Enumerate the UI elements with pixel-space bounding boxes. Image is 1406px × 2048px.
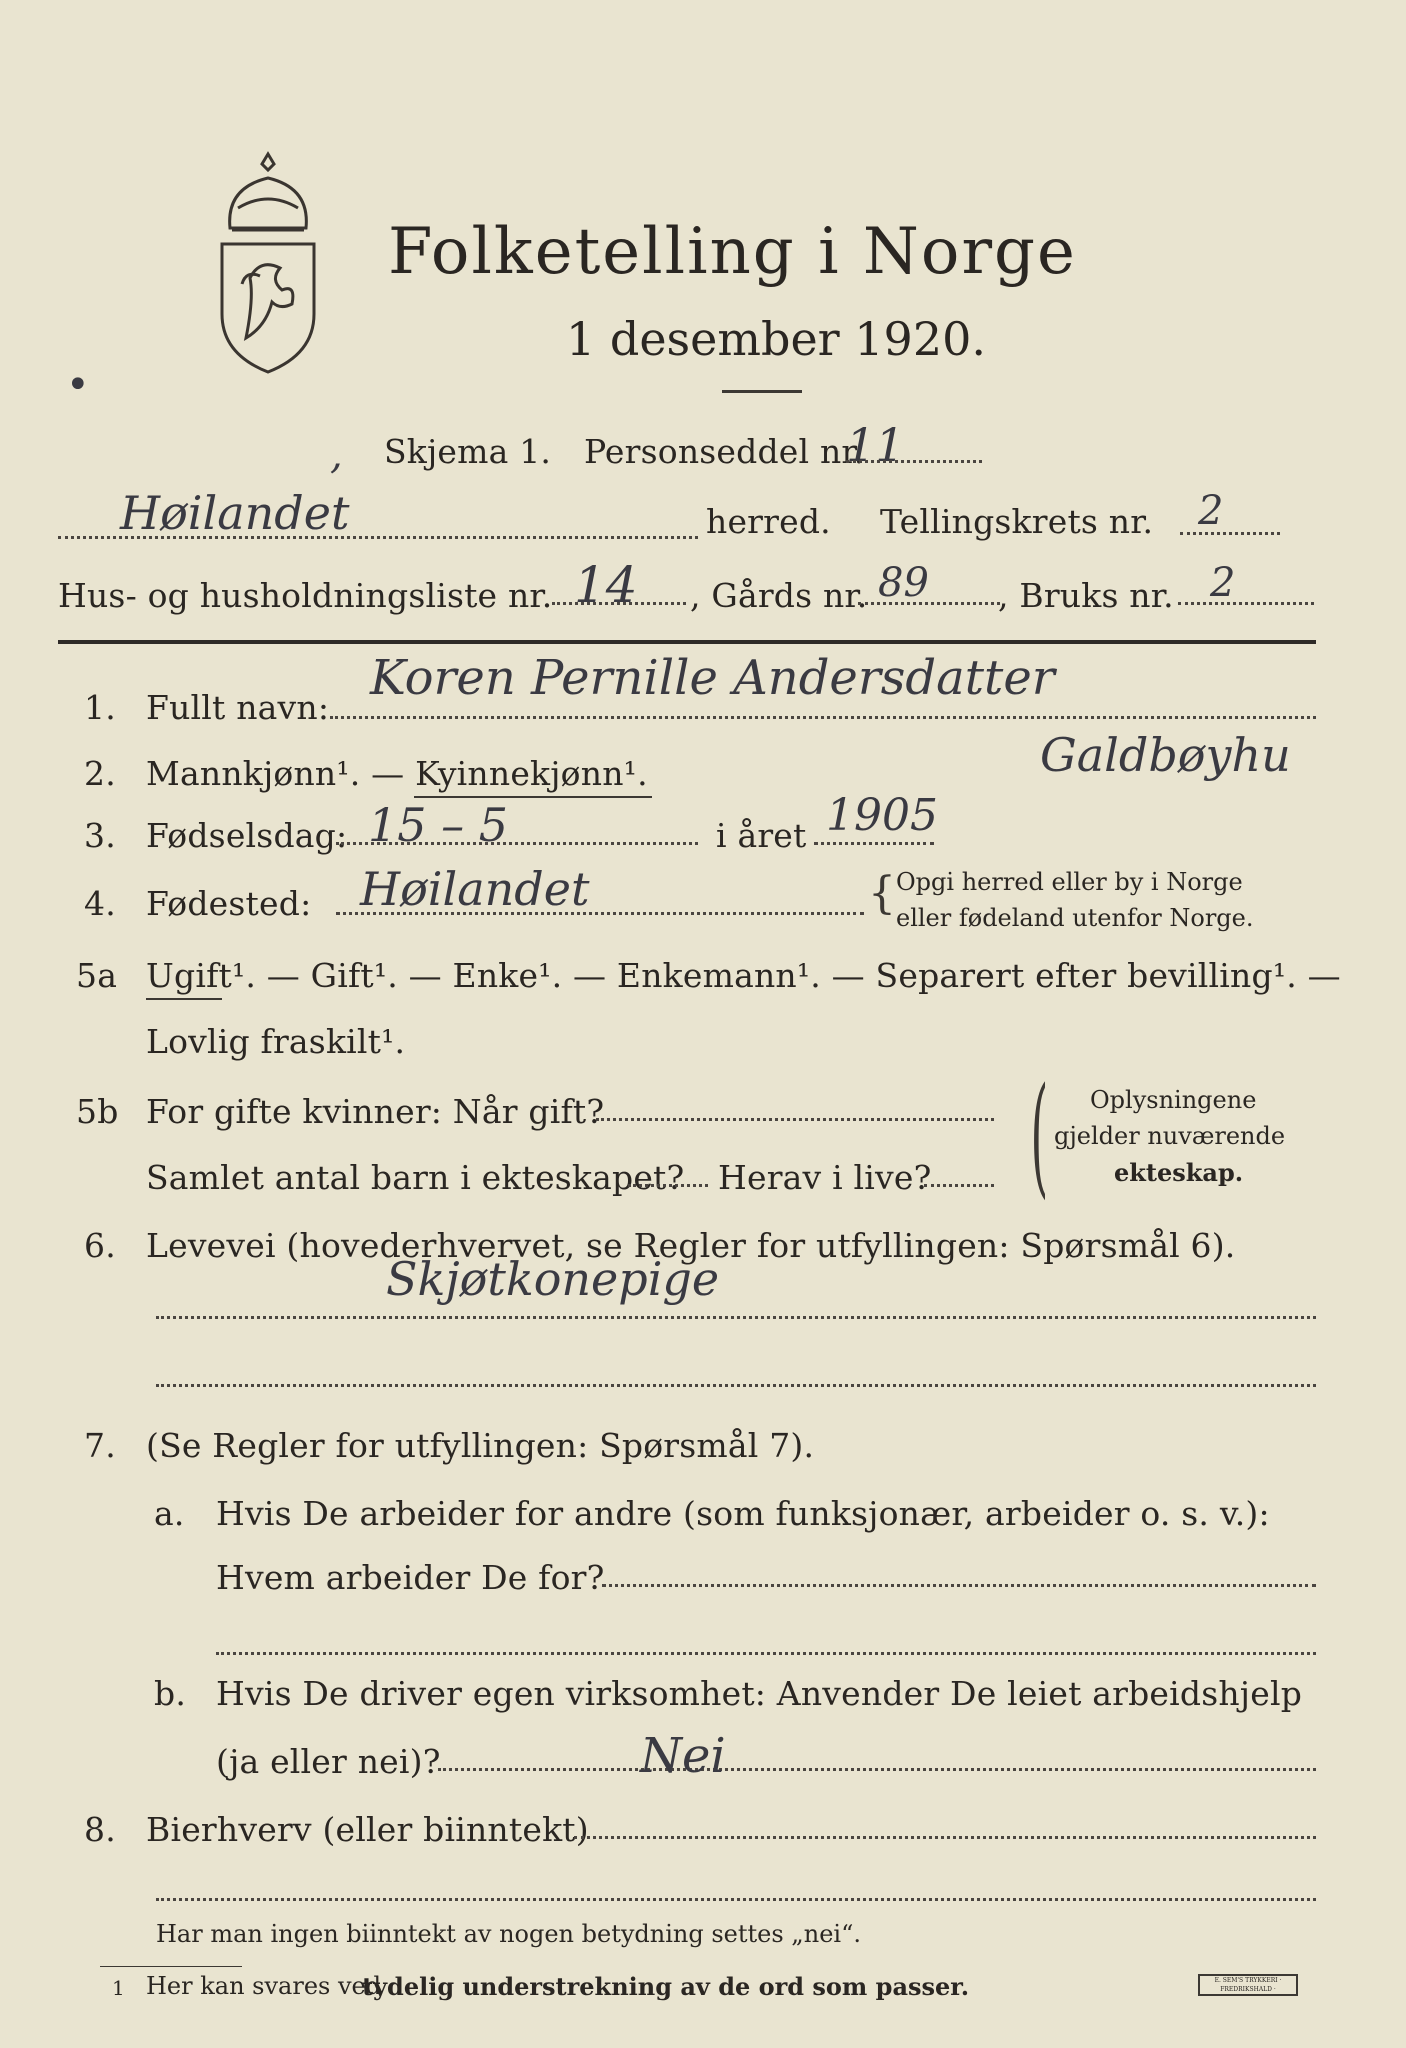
herred-field (58, 536, 698, 539)
q1-field (330, 716, 1316, 719)
q7b-line2: (ja eller nei)? (216, 1742, 441, 1781)
q8-label: Bierhverv (eller biinntekt) (146, 1810, 589, 1849)
q3-year-label: i året (716, 816, 807, 855)
q6-field-line2 (156, 1384, 1316, 1387)
herred-label: herred. (706, 502, 831, 541)
form-title: Folketelling i Norge (388, 215, 1077, 289)
norway-coat-of-arms-icon (208, 148, 328, 378)
personseddel-field (846, 460, 982, 463)
q7a-line2: Hvem arbeider De for? (216, 1558, 605, 1597)
hus-value: 14 (574, 556, 638, 614)
q7a-line1: Hvis De arbeider for andre (som funksjonær, arbeider o. s. v.): (216, 1494, 1270, 1533)
q5b-number: 5b (76, 1092, 119, 1131)
q5b-note-line3: ekteskap. (1114, 1158, 1244, 1187)
margin-mark: • (66, 362, 90, 408)
q5b-children-field (628, 1184, 708, 1187)
q7a-number: a. (154, 1494, 185, 1533)
q6-number: 6. (84, 1226, 116, 1265)
personseddel-value: 11 (846, 418, 905, 472)
q7b-line1: Hvis De driver egen virksomhet: Anvender De leiet arbeidshjelp (216, 1674, 1303, 1713)
q7-number: 7. (84, 1426, 116, 1465)
q5b-married-field (596, 1118, 994, 1121)
skjema-label: Skjema 1. (384, 432, 552, 471)
gards-value: 89 (878, 560, 929, 606)
q4-number: 4. (84, 884, 116, 923)
tellingskrets-value: 2 (1198, 488, 1224, 534)
q7-label: (Se Regler for utfyllingen: Spørsmål 7). (146, 1426, 815, 1465)
q5b-line2b: Herav i live? (718, 1158, 932, 1197)
header-divider (58, 640, 1316, 644)
q5a-ugift-underline (146, 998, 222, 1000)
printer-stamp: E. SEM'S TRYKKERI · FREDRIKSHALD · (1198, 1974, 1298, 1996)
q4-note-line2: eller fødeland utenfor Norge. (896, 904, 1254, 932)
q2-label: Mannkjønn¹. — Kyinnekjønn¹. (146, 754, 648, 793)
q3-year-field (814, 842, 934, 845)
q7a-field-line1 (602, 1584, 1316, 1587)
bruks-label: , Bruks nr. (998, 576, 1174, 615)
q4-note-brace: { (868, 868, 896, 919)
q4-birthplace-value: Høilandet (360, 862, 590, 916)
title-divider (722, 390, 802, 393)
q1-label: Fullt navn: (146, 688, 330, 727)
q3-number: 3. (84, 816, 116, 855)
tellingskrets-field (1180, 532, 1280, 535)
q2-number: 2. (84, 754, 116, 793)
q7b-field (438, 1768, 1316, 1771)
q5b-line1: For gifte kvinner: Når gift? (146, 1092, 605, 1131)
q5b-note-line1: Oplysningene (1090, 1086, 1257, 1114)
q8-field-line2 (156, 1898, 1316, 1901)
footer-note: Har man ingen biinntekt av nogen betydning settes „nei“. (156, 1920, 861, 1948)
q3-label: Fødselsdag: (146, 816, 348, 855)
footnote-text-a: Her kan svares ved (146, 1972, 382, 2000)
q4-note-line1: Opgi herred eller by i Norge (896, 868, 1243, 896)
q6-occupation-value: Skjøtkonepige (386, 1252, 720, 1306)
gards-field (858, 602, 1000, 605)
tellingskrets-label: Tellingskrets nr. (880, 502, 1154, 541)
q4-label: Fødested: (146, 884, 312, 923)
q5a-line2: Lovlig fraskilt¹. (146, 1022, 406, 1061)
herred-value: Høilandet (120, 486, 350, 540)
q8-field-line1 (574, 1836, 1316, 1839)
q7a-field-line2 (216, 1652, 1316, 1655)
bruks-value: 2 (1210, 560, 1236, 606)
bruks-field (1178, 602, 1314, 605)
handwritten-tick: , (330, 432, 343, 478)
personseddel-label: Personseddel nr. (584, 432, 865, 471)
footnote-number: 1 (112, 1976, 125, 2000)
hus-field (552, 602, 686, 605)
q2-extra-value: Galdbøyhu (1040, 728, 1291, 782)
q7b-value: Nei (640, 1728, 726, 1784)
q4-field (336, 912, 864, 915)
q5b-line2a: Samlet antal barn i ekteskapet? (146, 1158, 685, 1197)
census-date: 1 desember 1920. (566, 312, 986, 366)
q1-number: 1. (84, 688, 116, 727)
q3-day-field (336, 842, 698, 845)
hus-label: Hus- og husholdningsliste nr. (58, 576, 553, 615)
q7b-number: b. (154, 1674, 187, 1713)
q5a-number: 5a (76, 956, 118, 995)
q6-field-line1 (156, 1316, 1316, 1319)
q5b-note-line2: gjelder nuværende (1054, 1122, 1286, 1150)
q5b-alive-field (924, 1184, 994, 1187)
q8-number: 8. (84, 1810, 116, 1849)
q5a-line1: Ugift¹. — Gift¹. — Enke¹. — Enkemann¹. — Separert efter bevilling¹. — (146, 956, 1341, 995)
q6-label: Levevei (hovederhvervet, se Regler for utfyllingen: Spørsmål 6). (146, 1226, 1236, 1265)
gards-label: , Gårds nr. (690, 576, 868, 615)
q5b-note-brace: ( (1030, 1059, 1049, 1211)
footnote-text-b: tydelig understrekning av de ord som passer. (362, 1972, 970, 2001)
q1-name-value: Koren Pernille Andersdatter (370, 650, 1055, 706)
footnote-divider (100, 1966, 242, 1967)
q3-day-value: 15 – 5 (368, 798, 509, 852)
q3-year-value: 1905 (826, 790, 938, 841)
